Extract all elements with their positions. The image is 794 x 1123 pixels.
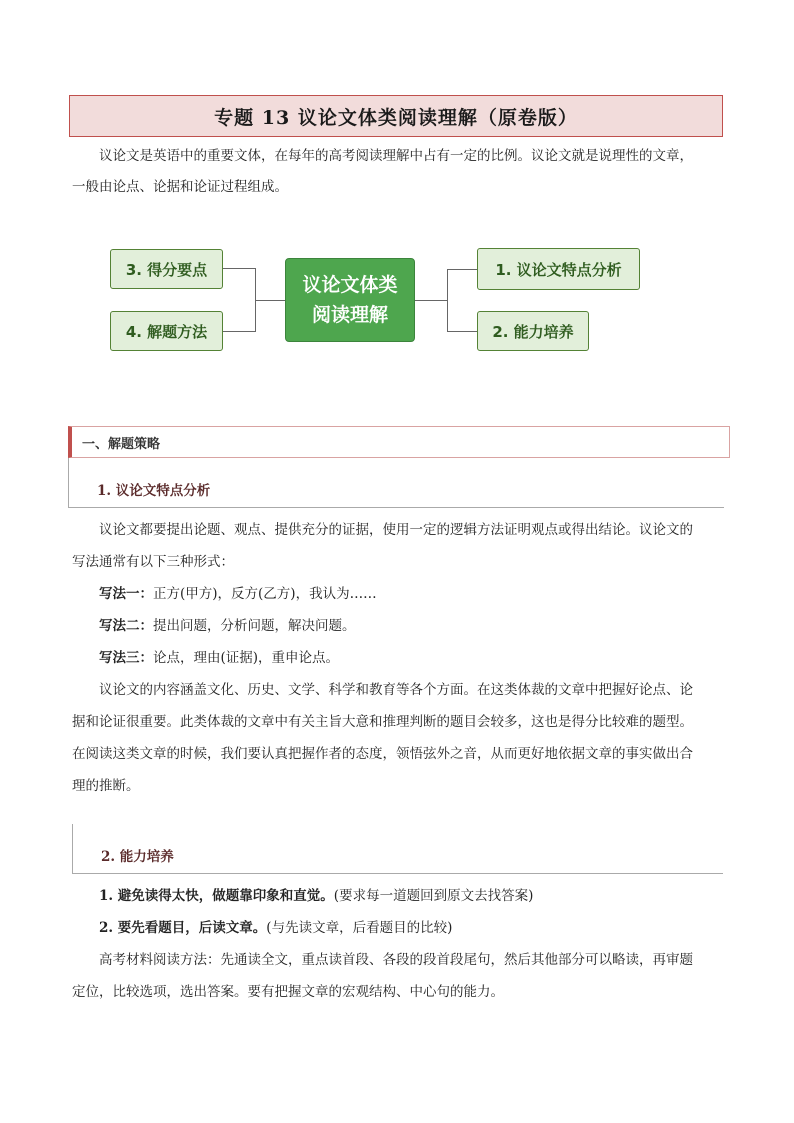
mindmap-node-scoring-points: 3. 得分要点: [110, 249, 223, 289]
point-text: (与先读文章，后看题目的比较): [266, 920, 453, 936]
section-heading-strategy: 一、解题策略: [68, 426, 730, 458]
method-line-3: [99, 642, 339, 674]
point-line-2: [99, 912, 452, 944]
section2-para-line1: 高考材料阅读方法：先通读全文，重点读首段、各段的段首段尾句，然后其他部分可以略读，再审题: [99, 952, 693, 968]
page-title: 专题 13 议论文体类阅读理解（原卷版）: [69, 95, 723, 137]
method-line-2: [99, 610, 356, 642]
section1-para2-line3: 在阅读这类文章的时候，我们要认真把握作者的态度，领悟弦外之音，从而更好地依据文章的事实做出合: [72, 746, 693, 762]
mindmap-node-features: 1. 议论文特点分析: [477, 248, 640, 290]
center-line-2: 阅读理解: [311, 304, 388, 326]
connector: [255, 300, 285, 301]
subsection-heading-ability: 2. 能力培养: [72, 824, 723, 874]
section1-para1-line1: 议论文都要提出论题、观点、提供充分的证据，使用一定的逻辑方法证明观点或得出结论。议论文的: [99, 522, 693, 538]
connector: [223, 331, 255, 332]
method-text: 论点，理由(证据)，重申论点。: [153, 650, 340, 666]
point-text: (要求每一道题回到原文去找答案): [333, 888, 534, 904]
method-text: 提出问题，分析问题，解决问题。: [153, 618, 356, 634]
section1-para2-line2: 据和论证很重要。此类体裁的文章中有关主旨大意和推理判断的题目会较多，这也是得分比较难的题型。: [72, 714, 693, 730]
point-bold: 2. 要先看题目，后读文章。: [99, 920, 267, 936]
method-text: 正方(甲方)，反方(乙方)，我认为……: [153, 586, 377, 602]
mindmap-center-node: [285, 258, 415, 342]
point-line-1: [99, 880, 533, 912]
method-line-1: [99, 578, 377, 610]
mindmap-node-ability: 2. 能力培养: [477, 311, 589, 351]
method-label: 写法一：: [99, 586, 153, 602]
connector: [447, 331, 477, 332]
mindmap-node-solving-methods: 4. 解题方法: [110, 311, 223, 351]
center-line-1: 议论文体类: [302, 274, 398, 296]
method-label: 写法二：: [99, 618, 153, 634]
intro-line-1: 议论文是英语中的重要文体，在每年的高考阅读理解中占有一定的比例。议论文就是说理性的文章，: [99, 148, 693, 164]
connector: [415, 300, 447, 301]
connector: [447, 269, 448, 332]
subsection-heading-features: 1. 议论文特点分析: [68, 458, 724, 508]
section1-para2-line1: 议论文的内容涵盖文化、历史、文学、科学和教育等各个方面。在这类体裁的文章中把握好论点、论: [99, 682, 693, 698]
section1-para1-line2: 写法通常有以下三种形式：: [72, 554, 234, 570]
intro-line-2: 一般由论点、论据和论证过程组成。: [72, 179, 288, 195]
point-bold: 1. 避免读得太快，做题靠印象和直觉。: [99, 888, 334, 904]
connector: [447, 269, 477, 270]
section1-para2-line4: 理的推断。: [72, 778, 140, 794]
connector: [223, 268, 255, 269]
method-label: 写法三：: [99, 650, 153, 666]
section2-para-line2: 定位，比较选项，选出答案。要有把握文章的宏观结构、中心句的能力。: [72, 984, 504, 1000]
